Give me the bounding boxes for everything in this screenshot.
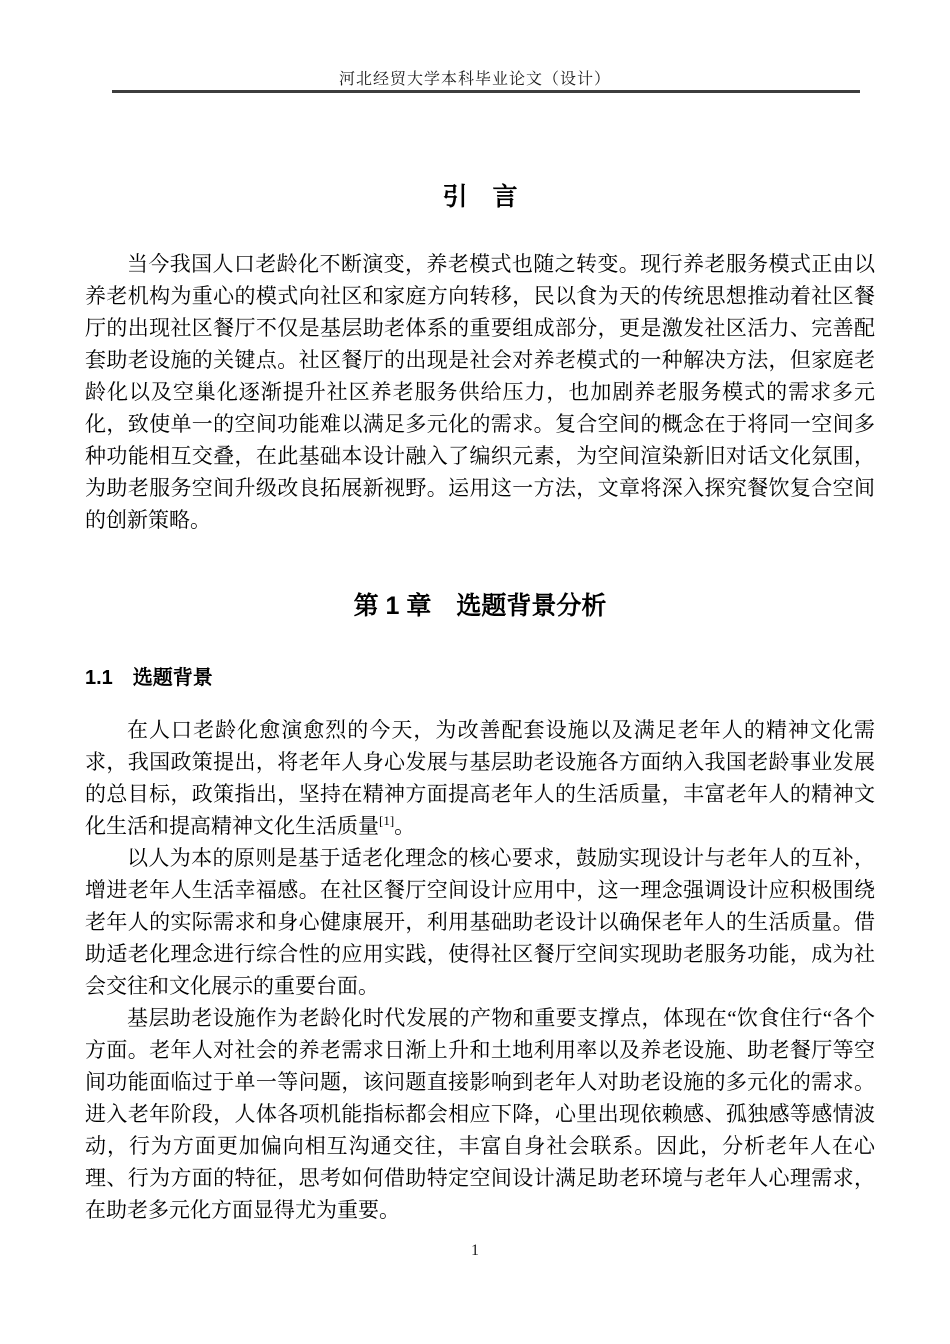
page-content bbox=[85, 181, 875, 1226]
section-1-1-paragraph-2: 以人为本的原则是基于适老化理念的核心要求，鼓励实现设计与老年人的互补，增进老年人生活幸福感。在社区餐厅空间设计应用中，这一理念强调设计应积极围绕老年人的实际需求和身心健康展开，利用基础助老设计以确保老年人的生活质量。借助适老化理念进行综合性的应用实践，使得社区餐厅空间实现助老服务功能，成为社会交往和文化展示的重要台面。 bbox=[85, 846, 875, 998]
intro-title: 引 言 bbox=[442, 183, 518, 211]
page-footer bbox=[0, 1242, 950, 1260]
chapter-1-title: 第 1 章 选题背景分析 bbox=[353, 592, 607, 620]
page-number: 1 bbox=[471, 1242, 479, 1259]
header-rule bbox=[112, 90, 860, 93]
running-head: 河北经贸大学本科毕业论文（设计） bbox=[338, 71, 611, 88]
intro-paragraph: 当今我国人口老龄化不断演变，养老模式也随之转变。现行养老服务模式正由以养老机构为重心的模式向社区和家庭方向转移，民以食为天的传统思想推动着社区餐厅的出现社区餐厅不仅是基层助老体系的重要组成部分，更是激发社区活力、完善配套助老设施的关键点。社区餐厅的出现是社会对养老模式的一种解决方法，但家庭老龄化以及空巢化逐渐提升社区养老服务供给压力，也加剧养老服务模式的需求多元化，致使单一的空间功能难以满足多元化的需求。复合空间的概念在于将同一空间多种功能相互交叠，在此基础本设计融入了编织元素，为空间渲染新旧对话文化氛围，为助老服务空间升级改良拓展新视野。运用这一方法，文章将深入探究餐饮复合空间的创新策略。 bbox=[85, 252, 875, 532]
paragraph-text-end: 。 bbox=[394, 814, 416, 838]
section-1-1-paragraph-1 bbox=[85, 714, 875, 842]
paragraph-text: 在人口老龄化愈演愈烈的今天，为改善配套设施以及满足老年人的精神文化需求，我国政策提出，将老年人身心发展与基层助老设施各方面纳入我国老龄事业发展的总目标，政策指出，坚持在精神方面提高老年人的生活质量，丰富老年人的精神文化生活和提高精神文化生活质量 bbox=[85, 718, 875, 838]
section-1-1-title: 1.1 选题背景 bbox=[85, 667, 213, 689]
section-1-1-paragraph-3: 基层助老设施作为老龄化时代发展的产物和重要支撑点，体现在“饮食住行“各个方面。老年人对社会的养老需求日渐上升和土地利用率以及养老设施、助老餐厅等空间功能面临过于单一等问题，该问题直接影响到老年人对助老设施的多元化的需求。进入老年阶段，人体各项机能指标都会相应下降，心里出现依赖感、孤独感等感情波动，行为方面更加偏向相互沟通交往，丰富自身社会联系。因此，分析老年人在心理、行为方面的特征，思考如何借助特定空间设计满足助老环境与老年人心理需求，在助老多元化方面显得尤为重要。 bbox=[85, 1006, 875, 1222]
footnote-ref-1: [1] bbox=[379, 813, 395, 828]
